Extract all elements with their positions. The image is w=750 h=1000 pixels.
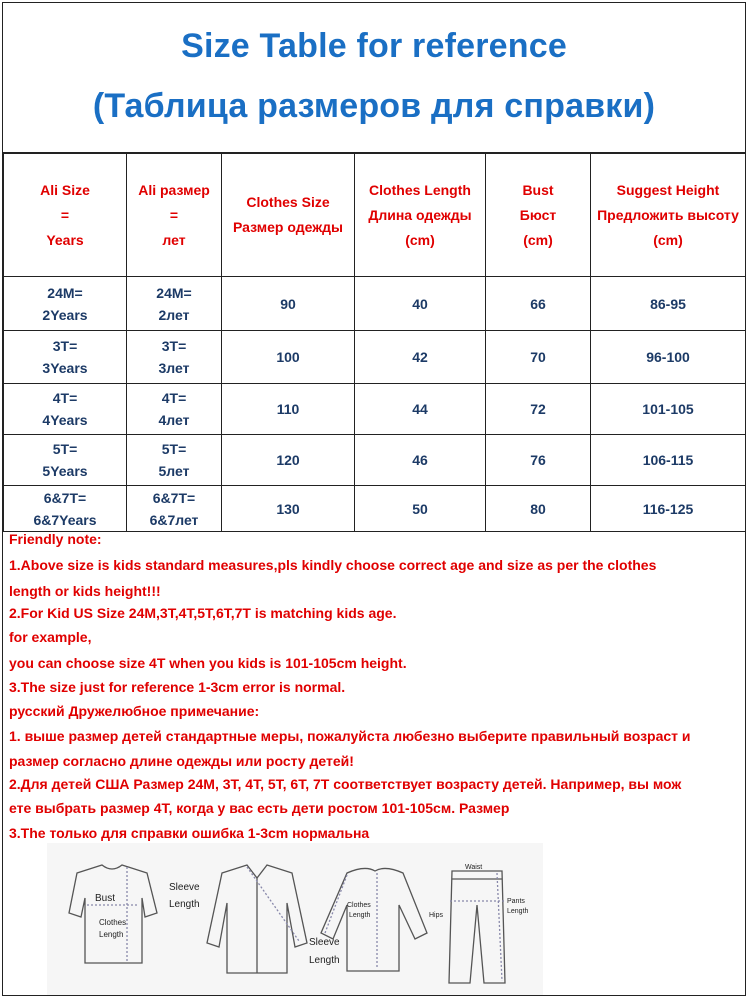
cell-ali-size-ru: 24M= 2лет [127,277,222,331]
note-line: 2.For Kid US Size 24M,3T,4T,5T,6T,7T is matching kids age. [9,605,397,621]
table-row [4,277,746,331]
cell-bust: 80 [486,486,591,532]
label-sleeve-length: Length [169,899,200,910]
header-bust: Bust Бюст (cm) [486,154,591,277]
header-suggest-height: Suggest Height Предложить высоту (cm) [591,154,746,277]
label-sleeve-2: Sleeve [309,937,340,948]
note-line: ете выбрать размер 4T, когда у вас есть дети ростом 101-105см. Размер [9,800,510,816]
size-chart-sheet [2,2,746,996]
cell-suggest-height: 96-100 [591,331,746,384]
cell-bust: 66 [486,277,591,331]
label-sleeve: Sleeve [169,882,200,893]
label-clothes: Clothes [99,918,127,927]
label-hips: Hips [429,912,444,919]
note-heading: Friendly note: [9,531,102,547]
label-waist: Waist [465,864,483,871]
pants-illustration [429,864,529,983]
cell-ali-size: 6&7T= 6&7Years [4,486,127,532]
cell-bust: 72 [486,384,591,435]
sweater-illustration [69,865,157,963]
label-clothes-2: Clothes [347,902,371,909]
cell-ali-size: 24M= 2Years [4,277,127,331]
title-box [3,3,745,153]
cell-clothes-length: 46 [355,435,486,486]
cell-clothes-length: 44 [355,384,486,435]
cell-clothes-size: 120 [222,435,355,486]
cell-suggest-height: 86-95 [591,277,746,331]
label-length: Length [99,930,124,939]
title-russian: (Таблица размеров для справки) [92,87,656,125]
note-line: 2.Для детей США Размер 24M, 3T, 4T, 5T, 6T, 7T соответствует возрасту детей. Например, вы мож [9,776,682,792]
cell-clothes-size: 90 [222,277,355,331]
cell-ali-size: 3T= 3Years [4,331,127,384]
cell-suggest-height: 106-115 [591,435,746,486]
cell-clothes-length: 50 [355,486,486,532]
label-sleeve-length-2: Length [309,955,340,966]
cell-clothes-size: 100 [222,331,355,384]
cell-ali-size-ru: 5T= 5лет [127,435,222,486]
raglan-illustration [309,868,427,971]
shirt-illustration [169,865,307,973]
header-ali-size-ru: Ali размер = лет [127,154,222,277]
cell-ali-size: 5T= 5Years [4,435,127,486]
note-line: 1. выше размер детей стандартные меры, пожалуйста любезно выберите правильный возраст и [9,728,691,744]
cell-clothes-length: 42 [355,331,486,384]
table-row [4,331,746,384]
label-length-2: Length [349,912,371,919]
note-line: length or kids height!!! [9,583,161,599]
note-line: размер согласно длине одежды или росту детей! [9,753,354,769]
cell-clothes-size: 130 [222,486,355,532]
table-row [4,435,746,486]
note-line: 3.The только для справки ошибка 1-3cm нормальна [9,825,370,841]
size-table [3,153,746,532]
header-clothes-size: Clothes Size Размер одежды [222,154,355,277]
cell-bust: 76 [486,435,591,486]
cell-clothes-length: 40 [355,277,486,331]
note-line: 1.Above size is kids standard measures,pls kindly choose correct age and size as per the clothes [9,557,657,573]
note-line: for example, [9,629,92,645]
cell-bust: 70 [486,331,591,384]
cell-clothes-size: 110 [222,384,355,435]
note-heading-ru: русский Дружелюбное примечание: [9,703,260,719]
header-clothes-length: Clothes Length Длина одежды (cm) [355,154,486,277]
title-english: Size Table for reference [181,27,567,65]
label-bust: Bust [95,893,116,904]
cell-ali-size-ru: 3T= 3лет [127,331,222,384]
measurement-diagram [47,843,543,995]
table-row [4,384,746,435]
cell-ali-size: 4T= 4Years [4,384,127,435]
label-pants: Pants [507,898,525,905]
table-row [4,486,746,532]
note-line: 3.The size just for reference 1-3cm error is normal. [9,679,346,695]
header-ali-size: Ali Size = Years [4,154,127,277]
cell-ali-size-ru: 4T= 4лет [127,384,222,435]
label-pants-length: Length [507,908,529,915]
cell-suggest-height: 116-125 [591,486,746,532]
table-header-row [4,154,746,277]
cell-suggest-height: 101-105 [591,384,746,435]
cell-ali-size-ru: 6&7T= 6&7лет [127,486,222,532]
note-line: you can choose size 4T when you kids is 101-105cm height. [9,655,407,671]
garment-illustrations [47,843,543,995]
